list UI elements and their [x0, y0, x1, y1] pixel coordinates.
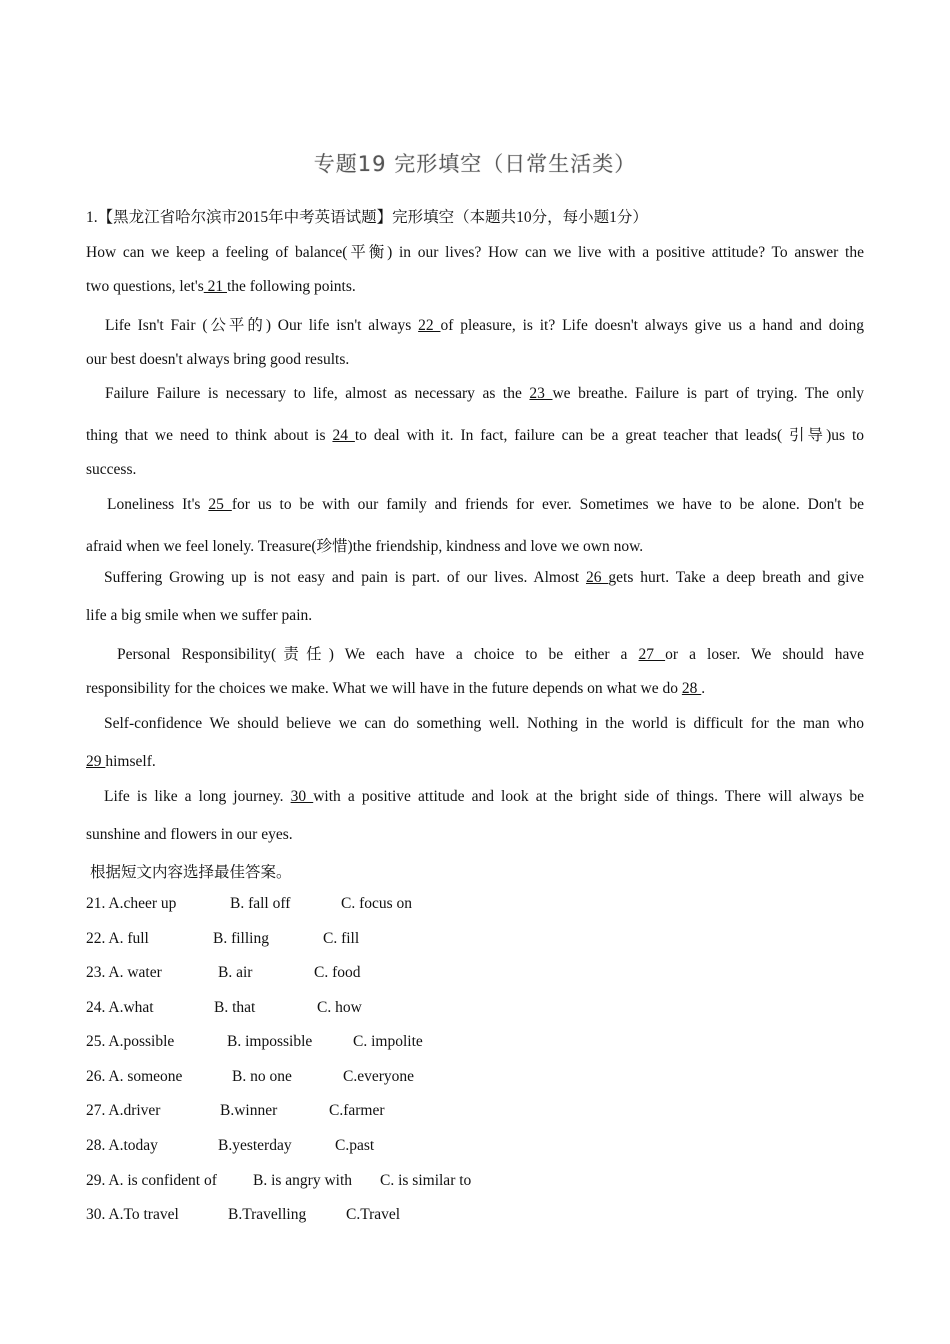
blank-29: 29 [86, 753, 106, 770]
passage-line: Personal Responsibility(责任) We each have a choice to be either a 27 or a loser. We should have [117, 646, 865, 663]
page-title: 专题19 完形填空（日常生活类） [313, 152, 637, 176]
blank-23: 23 [529, 385, 553, 402]
passage-line: afraid when we feel lonely. Treasure(珍惜)the friendship, kindness and love we own now. [86, 538, 644, 555]
passage-line: responsibility for the choices we make. What we will have in the future depends on what we do 28 . [86, 680, 706, 697]
blank-21: 21 [203, 278, 227, 295]
blank-26: 26 [585, 569, 609, 586]
blank-30: 30 [290, 788, 314, 805]
passage-line: thing that we need to think about is 24 to deal with it. In fact, failure can be a great teacher that leads( 引导)us to [86, 427, 865, 444]
passage-line: How can we keep a feeling of balance(平衡) in our lives? How can we live with a positive attitude? To answer the [86, 244, 864, 261]
passage-line: two questions, let's 21 the following points. [86, 278, 356, 295]
passage-line: sunshine and flowers in our eyes. [86, 826, 293, 843]
passage-line: our best doesn't always bring good results. [86, 351, 350, 368]
blank-28: 28 [681, 680, 702, 697]
question-header: 1.【黑龙江省哈尔滨市2015年中考英语试题】完形填空（本题共10分，每小题1分） [86, 209, 648, 226]
passage-line: Life Isn't Fair (公平的) Our life isn't always 22 of pleasure, is it? Life doesn't always give us a hand and doing [105, 317, 865, 334]
blank-25: 25 [208, 496, 232, 513]
passage-line: life a big smile when we suffer pain. [86, 607, 313, 624]
blank-27: 27 [638, 646, 666, 663]
passage-line: Self-confidence We should believe we can do something well. Nothing in the world is difficult for the man who [104, 715, 864, 732]
passage-line: Life is like a long journey. 30 with a positive attitude and look at the bright side of things. There will always be [104, 788, 864, 805]
instruction: 根据短文内容选择最佳答案。 [90, 864, 292, 881]
passage-line: Failure Failure is necessary to life, almost as necessary as the 23 we breathe. Failure is part of trying. The only [105, 385, 865, 402]
passage-line: Suffering Growing up is not easy and pain is part. of our lives. Almost 26 gets hurt. Take a deep breath and give [104, 569, 865, 586]
blank-24: 24 [332, 427, 355, 444]
blank-22: 22 [418, 317, 441, 334]
passage-line: success. [86, 461, 137, 478]
passage-line: Loneliness It's 25 for us to be with our family and friends for ever. Sometimes we have to be alone. Don't be [107, 496, 865, 513]
passage-line: 29 himself. [86, 753, 156, 770]
